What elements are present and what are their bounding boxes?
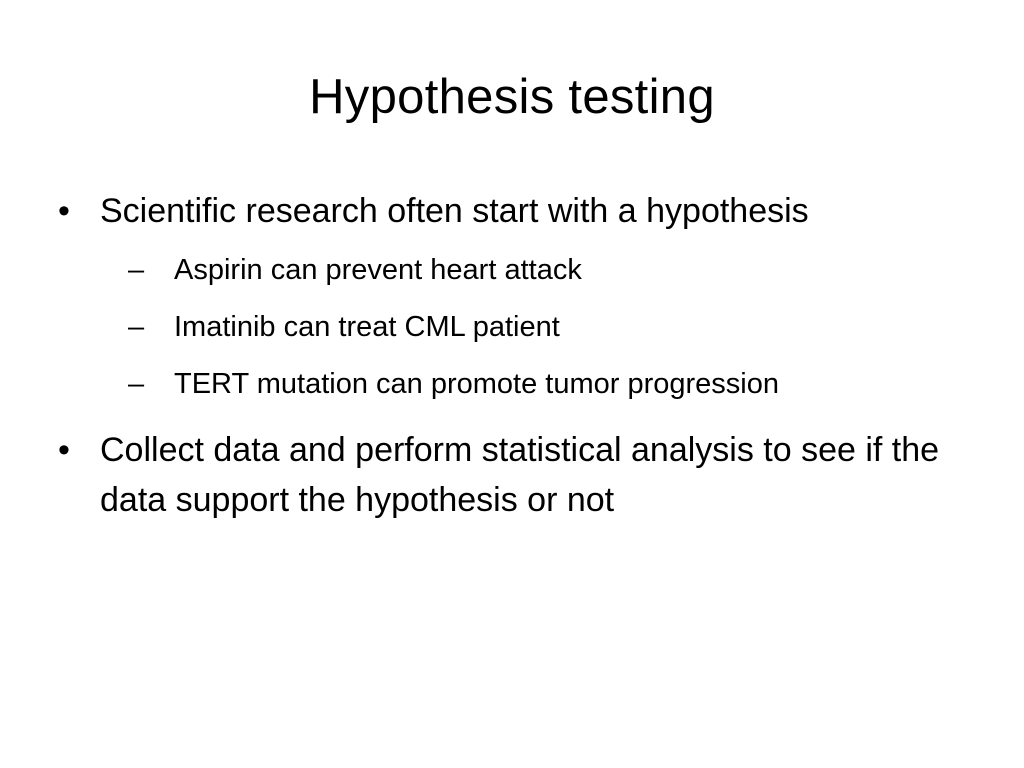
dash-marker: – [128, 254, 145, 286]
bullet-marker: • [58, 192, 70, 230]
sub-bullet-text: TERT mutation can promote tumor progression [174, 368, 779, 400]
bullet-text: Scientific research often start with a hypothesis [100, 192, 809, 230]
sub-bullet-text: Imatinib can treat CML patient [174, 311, 560, 343]
dash-marker: – [128, 311, 145, 343]
dash-marker: – [128, 368, 145, 400]
sub-bullet-item [100, 299, 988, 356]
sub-bullet-item [100, 356, 988, 413]
slide-title: Hypothesis testing [309, 70, 715, 124]
bullet-item [58, 186, 988, 413]
sub-bullet-item [100, 242, 988, 299]
sub-bullet-text: Aspirin can prevent heart attack [174, 254, 582, 286]
bullet-text: Collect data and perform statistical analysis to see if the data support the hypothesis or not [100, 431, 940, 519]
bullet-marker: • [58, 431, 70, 469]
bullet-list [58, 186, 988, 525]
bullet-item [58, 425, 988, 525]
sub-bullet-list [100, 242, 988, 413]
